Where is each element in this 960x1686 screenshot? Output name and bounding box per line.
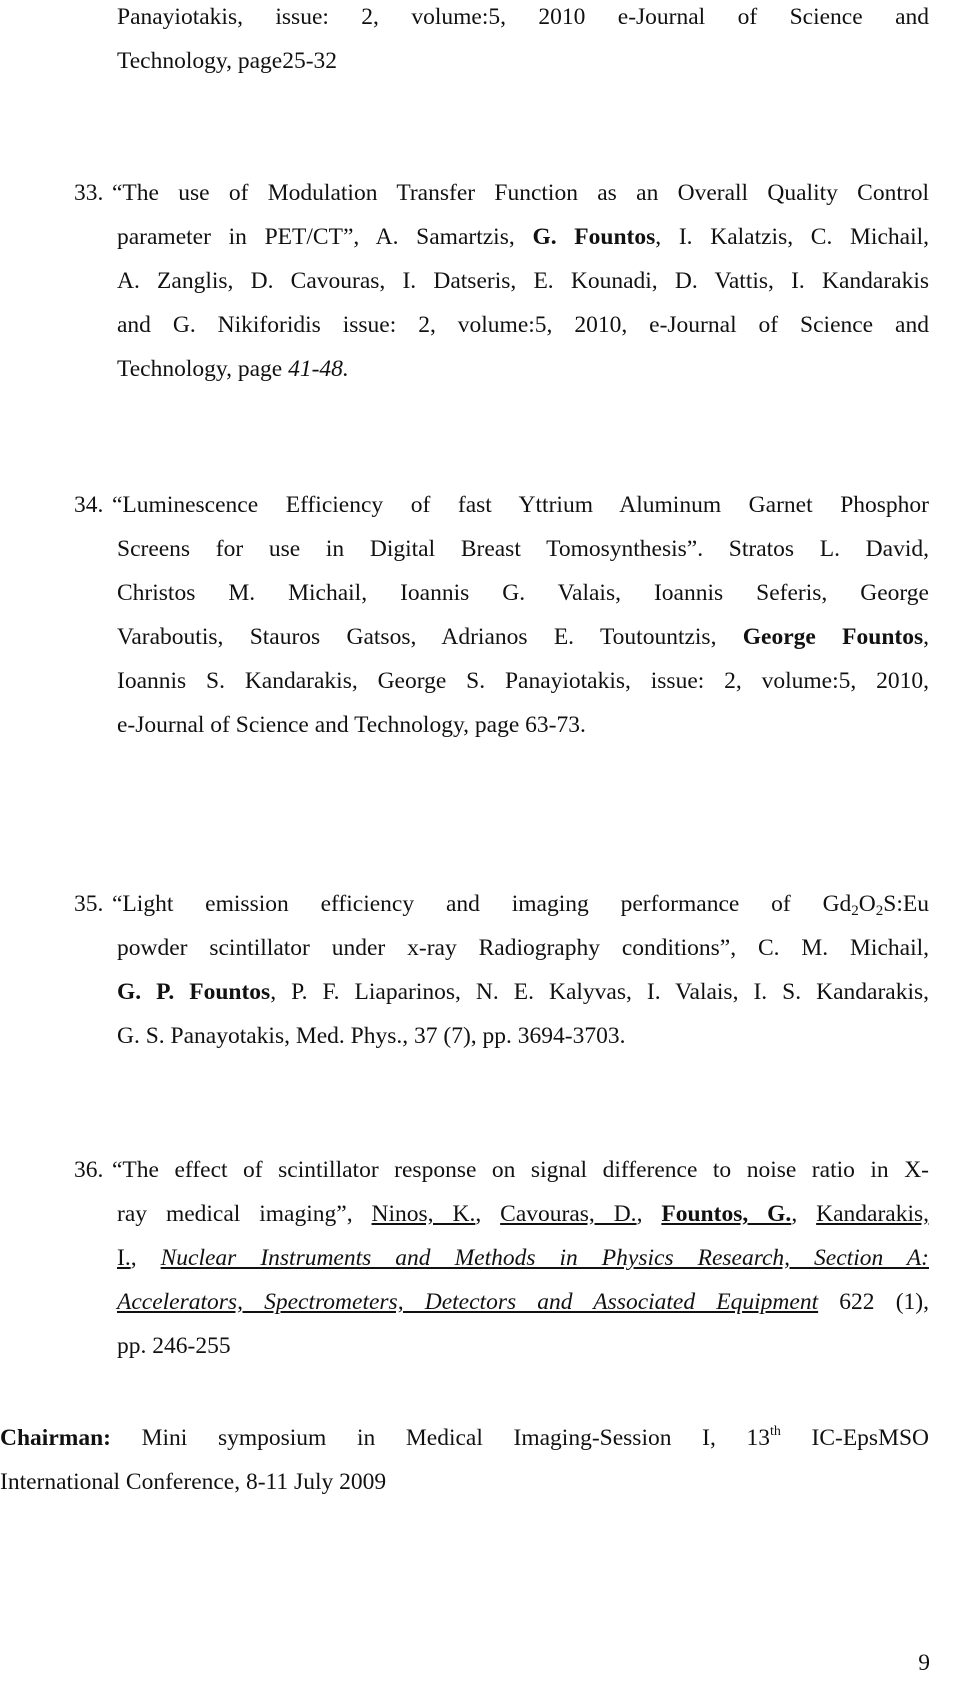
chairman-entry (0, 1423, 929, 1511)
text-line: pp. 246-255 (117, 1333, 231, 1359)
text-line: Technology, page25-32 (117, 48, 338, 74)
reference-35 (74, 889, 929, 1065)
text-line: Christos M. Michail, Ioannis G. Valais, Ioannis Seferis, George (117, 580, 929, 606)
text-line: A. Zanglis, D. Cavouras, I. Datseris, E. Kounadi, D. Vattis, I. Kandarakis (117, 268, 929, 294)
text-line: Chairman: Mini symposium in Medical Imaging-Session I, 13th IC-EpsMSO (0, 1424, 929, 1451)
reference-33 (74, 178, 929, 398)
text-line: International Conference, 8-11 July 2009 (0, 1469, 387, 1495)
text-line: Screens for use in Digital Breast Tomosynthesis”. Stratos L. David, (117, 536, 929, 562)
text-line: Panayiotakis, issue: 2, volume:5, 2010 e-Journal of Science and (117, 4, 929, 30)
text-line: 34. “Luminescence Efficiency of fast Yttrium Aluminum Garnet Phosphor (74, 492, 929, 518)
text-line: powder scintillator under x-ray Radiography conditions”, C. M. Michail, (117, 935, 929, 961)
text-line: Varaboutis, Stauros Gatsos, Adrianos E. Toutountzis, George Fountos, (117, 624, 929, 650)
reference-number: 34. (74, 492, 104, 518)
text-line: G. P. Fountos, P. F. Liaparinos, N. E. Kalyvas, I. Valais, I. S. Kandarakis, (117, 979, 929, 1005)
reference-number: 35. (74, 891, 104, 917)
text-line: and G. Nikiforidis issue: 2, volume:5, 2010, e-Journal of Science and (117, 312, 929, 338)
text-line: G. S. Panayotakis, Med. Phys., 37 (7), pp. 3694-3703. (117, 1023, 626, 1049)
author-link[interactable]: Cavouras, D. (500, 1201, 637, 1227)
highlighted-author: George Fountos (742, 624, 924, 650)
reference-number: 36. (74, 1157, 104, 1183)
reference-32-continuation (117, 2, 929, 90)
text-line: 36. “The effect of scintillator response on signal difference to noise ratio in X- (74, 1157, 929, 1183)
reference-36 (74, 1155, 929, 1375)
highlighted-author: G. Fountos (532, 224, 656, 250)
text-line: e-Journal of Science and Technology, page 63-73. (117, 712, 586, 738)
reference-number: 33. (74, 180, 104, 206)
text-line: ray medical imaging”, Ninos, K., Cavouras, D., Fountos, G., Kandarakis, (117, 1201, 929, 1227)
chairman-label: Chairman: (0, 1425, 111, 1451)
text-line: Accelerators, Spectrometers, Detectors and Associated Equipment 622 (1), (117, 1289, 929, 1315)
text-line: parameter in PET/CT”, A. Samartzis, G. Fountos, I. Kalatzis, C. Michail, (117, 224, 929, 250)
text-line: 35. “Light emission efficiency and imaging performance of $Gd_2O_2S:Eu$ (74, 891, 929, 919)
author-link[interactable]: Kandarakis, (816, 1201, 929, 1227)
text-line: I., Nuclear Instruments and Methods in Physics Research, Section A: (117, 1245, 929, 1271)
text-line: 33. “The use of Modulation Transfer Function as an Overall Quality Control (74, 180, 929, 206)
text-line: Technology, page 41-48. (117, 356, 349, 382)
text-line: Ioannis S. Kandarakis, George S. Panayiotakis, issue: 2, volume:5, 2010, (117, 668, 929, 694)
journal-link[interactable]: Nuclear Instruments and Methods in Physics Research, Section A: (160, 1245, 929, 1271)
journal-link[interactable]: Accelerators, Spectrometers, Detectors and Associated Equipment (117, 1289, 819, 1315)
page-number: 9 (918, 1650, 930, 1676)
author-link[interactable]: Ninos, K. (371, 1201, 476, 1227)
author-link[interactable]: I. (117, 1245, 131, 1271)
author-link[interactable]: Fountos, G. (661, 1201, 792, 1227)
highlighted-author: G. P. Fountos (117, 979, 271, 1005)
reference-34 (74, 490, 929, 754)
